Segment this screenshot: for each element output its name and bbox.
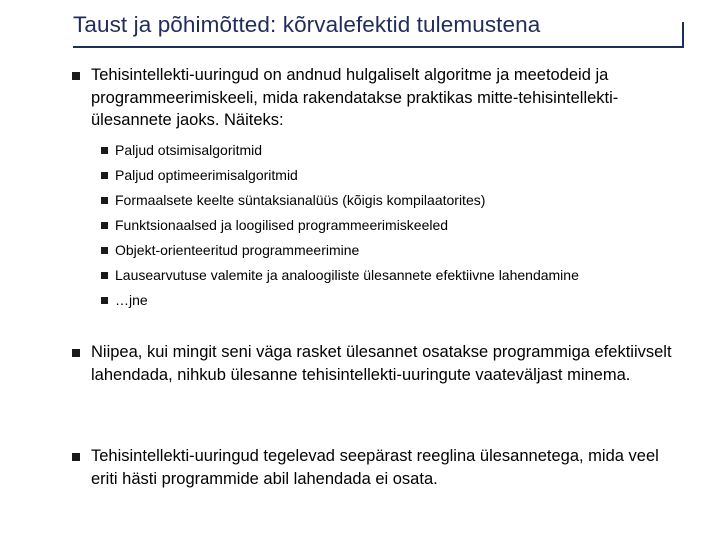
sub-bullet-text-7: …jne: [115, 292, 148, 308]
sub-bullet-square-icon: [101, 147, 108, 154]
title-underline: [73, 46, 684, 48]
bullet-square-icon: [72, 453, 80, 461]
sub-bullet-square-icon: [101, 272, 108, 279]
bullet-square-icon: [72, 349, 80, 357]
sub-bullet-text-3: Formaalsete keelte süntaksianalüüs (kõigis kompilaatorites): [115, 192, 486, 208]
sub-bullet-text-4: Funktsionaalsed ja loogilised programmeerimiskeeled: [115, 217, 449, 233]
sub-bullet-text-1: Paljud otsimisalgoritmid: [115, 142, 263, 158]
sub-bullet-square-icon: [101, 197, 108, 204]
sub-bullet-text-5: Objekt-orienteeritud programmeerimine: [115, 242, 360, 258]
slide-title: Taust ja põhimõtted: kõrvalefektid tulemustena: [73, 12, 541, 37]
sub-bullet-square-icon: [101, 172, 108, 179]
sub-bullet-text-2: Paljud optimeerimisalgoritmid: [115, 167, 298, 183]
sub-bullet-square-icon: [101, 247, 108, 254]
bullet-text-1: Tehisintellekti-uuringud on andnud hulgaliselt algoritme ja meetodeid ja programmeerimiskeeli, mida rakendatakse praktikas mitte-tehisintellekti-ülesannete jaoks. Näiteks:: [91, 66, 619, 129]
bullet-text-2: Niipea, kui mingit seni väga rasket ülesannet osatakse programmiga efektiivselt lahendada, nihkub ülesanne tehisintellekti-uuringute vaateväljast minema.: [91, 343, 672, 384]
bullet-square-icon: [72, 72, 80, 80]
sub-bullet-square-icon: [101, 222, 108, 229]
sub-bullet-square-icon: [101, 297, 108, 304]
bullet-text-3: Tehisintellekti-uuringud tegelevad seepärast reeglina ülesannetega, mida veel eriti hästi programmide abil lahendada ei osata.: [91, 447, 659, 488]
title-corner-tick: [682, 22, 684, 48]
sub-bullet-text-6: Lausearvutuse valemite ja analoogiliste ülesannete efektiivne lahendamine: [115, 267, 579, 283]
